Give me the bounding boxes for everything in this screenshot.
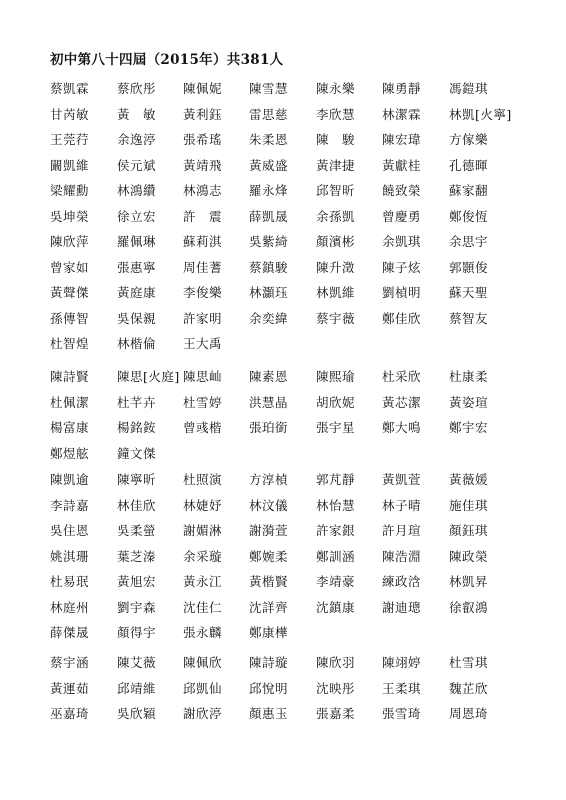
student-name: 吳欣穎 <box>117 706 157 721</box>
student-name: 林庭州 <box>50 599 90 615</box>
name-row <box>50 106 550 132</box>
student-name: 周佳蓍 <box>183 259 223 275</box>
student-name: 巫嘉琦 <box>50 706 90 721</box>
student-name: 許 震 <box>183 208 223 224</box>
student-name: 蘇天聖 <box>449 285 489 300</box>
student-name: 周恩琦 <box>449 706 489 721</box>
student-name: 陳政榮 <box>449 548 489 564</box>
student-name: 鄭宇宏 <box>449 420 489 435</box>
student-name: 蔡鎮駿 <box>249 259 289 275</box>
student-name: 蘇莉淇 <box>183 234 223 249</box>
student-name: 闞凱維 <box>50 157 90 173</box>
student-name: 黃旭宏 <box>117 574 157 589</box>
student-name: 郭芃靜 <box>316 472 356 487</box>
student-name: 張惠寧 <box>117 259 157 275</box>
student-name: 梁耀勳 <box>50 183 90 198</box>
student-name: 林子晴 <box>382 497 422 513</box>
student-name: 饒致榮 <box>382 183 422 198</box>
student-name: 杜易珉 <box>50 574 90 589</box>
student-name: 羅永烽 <box>249 183 289 198</box>
student-name: 沈鎮康 <box>316 599 356 615</box>
student-name: 郭顥俊 <box>449 259 489 275</box>
student-name: 許月瑄 <box>382 523 422 538</box>
student-name: 張希瑤 <box>183 132 223 147</box>
name-row <box>50 157 550 183</box>
student-name: 沈映彤 <box>316 680 356 696</box>
student-name: 張嘉柔 <box>316 706 356 721</box>
name-row <box>50 80 550 106</box>
student-name: 謝欣渟 <box>183 706 223 721</box>
name-row <box>50 419 550 445</box>
student-name: 杜雪琪 <box>449 655 489 670</box>
name-row <box>50 573 550 599</box>
student-name: 陳佩妮 <box>183 81 223 96</box>
student-name: 余凱琪 <box>382 234 422 249</box>
student-name: 余采璇 <box>183 548 223 564</box>
student-name: 吳保親 <box>117 310 157 326</box>
student-name: 黃永江 <box>183 574 223 589</box>
student-name: 邱悅明 <box>249 680 289 696</box>
student-name: 杜雪婷 <box>183 394 223 410</box>
student-name: 林鴻纘 <box>117 183 157 198</box>
student-name: 朱柔恩 <box>249 132 289 147</box>
name-row <box>50 335 550 361</box>
student-name: 徐立宏 <box>117 208 157 224</box>
student-name: 吳紫綺 <box>249 234 289 249</box>
name-row <box>50 310 550 336</box>
student-name: 蔡欣彤 <box>117 81 157 96</box>
student-name: 陳浩淵 <box>382 548 422 564</box>
student-name: 姚淇珊 <box>50 548 90 564</box>
student-name: 曾彧楷 <box>183 420 223 435</box>
student-name: 陳宏瑋 <box>382 132 422 147</box>
student-name: 杜康柔 <box>449 369 489 384</box>
student-name: 甘芮敏 <box>50 106 90 122</box>
student-name: 黃庭康 <box>117 285 157 300</box>
name-row <box>50 259 550 285</box>
student-name: 鄭婉柔 <box>249 548 289 564</box>
student-name: 陳升澂 <box>316 259 356 275</box>
name-group <box>50 654 550 731</box>
student-name: 林灝珏 <box>249 285 289 300</box>
student-name: 陳翊婷 <box>382 655 422 670</box>
student-name: 林汶儀 <box>249 497 289 513</box>
student-name: 楊富康 <box>50 420 90 435</box>
student-name: 練政浛 <box>382 574 422 589</box>
student-name: 黃薇媛 <box>449 472 489 487</box>
student-name: 林楷倫 <box>117 336 157 351</box>
student-name: 謝漪萱 <box>249 523 289 538</box>
student-name: 林佳欣 <box>117 497 157 513</box>
student-name: 余思宇 <box>449 234 489 249</box>
student-name: 方淳楨 <box>249 472 289 487</box>
name-row <box>50 445 550 471</box>
student-name: 蔡宇薇 <box>316 310 356 326</box>
student-name: 顏濱彬 <box>316 234 356 249</box>
student-name: 鄭訓涵 <box>316 548 356 564</box>
student-name: 陳凱逾 <box>50 472 90 487</box>
student-name: 邱凱仙 <box>183 680 223 696</box>
student-name: 許家明 <box>183 310 223 326</box>
student-name: 林婕妤 <box>183 497 223 513</box>
student-name: 黃聲傑 <box>50 285 90 300</box>
student-name: 王大禹 <box>183 336 223 351</box>
name-row <box>50 182 550 208</box>
student-name: 鄭佳欣 <box>382 310 422 326</box>
student-name: 鄭煜舷 <box>50 445 90 461</box>
student-name: 杜智煌 <box>50 336 90 351</box>
student-name: 馮鎧琪 <box>449 81 489 96</box>
student-name: 曾慶勇 <box>382 208 422 224</box>
student-name: 蔡凱霖 <box>50 81 90 96</box>
student-name: 黃靖飛 <box>183 157 223 173</box>
student-name: 黃威盛 <box>249 157 289 173</box>
student-name: 林凱[火寧] <box>449 106 512 122</box>
student-name: 邱靖維 <box>117 680 157 696</box>
student-name: 陳寧昕 <box>117 472 157 487</box>
student-name: 陳雪慧 <box>249 81 289 96</box>
student-name: 孫傳智 <box>50 310 90 326</box>
student-name: 徐叡鴻 <box>449 599 489 615</box>
student-name: 劉宇森 <box>117 599 157 615</box>
student-name: 李俊樂 <box>183 285 223 300</box>
student-name: 杜佩潔 <box>50 394 90 410</box>
student-name: 陳子炫 <box>382 259 422 275</box>
student-name: 林潔霖 <box>382 106 422 122</box>
student-name: 吳柔螢 <box>117 523 157 538</box>
student-name: 鄭俊恆 <box>449 208 489 224</box>
student-name: 楊銘銨 <box>117 420 157 435</box>
student-name: 陳熙瑜 <box>316 369 356 384</box>
student-name: 林怡慧 <box>316 497 356 513</box>
student-name: 黃楷賢 <box>249 574 289 589</box>
student-name: 陳永樂 <box>316 81 356 96</box>
student-name: 林凱昇 <box>449 574 489 589</box>
student-name: 謝迪璁 <box>382 599 422 615</box>
name-row <box>50 284 550 310</box>
student-name: 杜芊卉 <box>117 394 157 410</box>
student-name: 黃 敏 <box>117 106 157 122</box>
student-name: 鄭大鳴 <box>382 420 422 435</box>
student-name: 李靖豪 <box>316 574 356 589</box>
student-name: 蘇家翻 <box>449 183 489 198</box>
student-name: 黃利鈺 <box>183 106 223 122</box>
student-name: 張永麟 <box>183 625 223 640</box>
name-row <box>50 131 550 157</box>
student-name: 李欣慧 <box>316 106 356 122</box>
name-group <box>50 80 550 361</box>
student-name: 胡欣妮 <box>316 394 356 410</box>
student-name: 顏惠玉 <box>249 706 289 721</box>
name-row <box>50 497 550 523</box>
student-name: 王莞荇 <box>50 132 90 147</box>
student-name: 黃獻桂 <box>382 157 422 173</box>
student-name: 杜采欣 <box>382 369 422 384</box>
student-name: 吳住恩 <box>50 523 90 538</box>
name-row <box>50 624 550 650</box>
name-row <box>50 654 550 680</box>
student-name: 陳欣羽 <box>316 655 356 670</box>
student-name: 洪慧晶 <box>249 394 289 410</box>
student-name: 黃姿瑄 <box>449 394 489 410</box>
student-name: 林凱維 <box>316 285 356 300</box>
student-name: 顏得宇 <box>117 625 157 640</box>
name-row <box>50 548 550 574</box>
student-name: 方傢樂 <box>449 132 489 147</box>
name-row <box>50 368 550 394</box>
student-name: 余逸渟 <box>117 132 157 147</box>
student-name: 陳艾薇 <box>117 655 157 670</box>
student-name: 鄭康樺 <box>249 625 289 640</box>
student-name: 吳坤榮 <box>50 208 90 224</box>
student-name: 顏鈺琪 <box>449 523 489 538</box>
student-name: 余孫凱 <box>316 208 356 224</box>
student-name: 陳思屾 <box>183 369 223 384</box>
name-row <box>50 394 550 420</box>
student-name: 蔡智友 <box>449 310 489 326</box>
student-name: 陳詩賢 <box>50 369 90 384</box>
student-name: 薛傑晟 <box>50 625 90 640</box>
student-name: 李詩嘉 <box>50 497 90 513</box>
student-name: 侯元斌 <box>117 157 157 173</box>
student-name: 魏芷欣 <box>449 680 489 696</box>
student-name: 黃運茹 <box>50 680 90 696</box>
student-name: 陳詩璇 <box>249 655 289 670</box>
name-row <box>50 471 550 497</box>
student-name: 雷思慈 <box>249 106 289 122</box>
student-name: 陳 駿 <box>316 132 356 147</box>
name-row <box>50 233 550 259</box>
name-row <box>50 680 550 706</box>
name-row <box>50 208 550 234</box>
name-row <box>50 599 550 625</box>
student-name: 林鴻志 <box>183 183 223 198</box>
student-name: 孔德暉 <box>449 157 489 173</box>
student-name: 余奕緯 <box>249 310 289 326</box>
student-name: 陳素恩 <box>249 369 289 384</box>
student-name: 張珀銜 <box>249 420 289 435</box>
student-name: 蔡宇涵 <box>50 655 90 670</box>
student-name: 杜照演 <box>183 472 223 487</box>
page-title: 初中第八十四屆（2015年）共381人 <box>50 52 284 68</box>
student-name: 王柔琪 <box>382 680 422 696</box>
student-name: 鐘文傑 <box>117 445 157 461</box>
student-name: 陳欣萍 <box>50 234 90 249</box>
name-row <box>50 705 550 731</box>
student-name: 黃芯潔 <box>382 394 422 410</box>
student-name: 沈佳仁 <box>183 599 223 615</box>
student-name: 張雪琦 <box>382 706 422 721</box>
student-name: 邱智昕 <box>316 183 356 198</box>
student-name: 黃凱萱 <box>382 472 422 487</box>
name-group <box>50 471 550 650</box>
name-row <box>50 522 550 548</box>
student-name: 葉芝溱 <box>117 548 157 564</box>
student-name: 劉楨明 <box>382 285 422 300</box>
student-name: 謝媚淋 <box>183 523 223 538</box>
student-name: 陳勇靜 <box>382 81 422 96</box>
student-name: 張宇星 <box>316 420 356 435</box>
student-name: 陳思[火庭] <box>117 369 180 384</box>
student-name: 羅佩琳 <box>117 234 157 249</box>
student-name: 施佳琪 <box>449 497 489 513</box>
student-name: 黃津捷 <box>316 157 356 173</box>
student-name: 曾家如 <box>50 259 90 275</box>
student-name: 沈詳齊 <box>249 599 289 615</box>
student-name: 薛凱晟 <box>249 208 289 224</box>
student-name: 許家銀 <box>316 523 356 538</box>
name-group <box>50 368 550 470</box>
student-name: 陳佩欣 <box>183 655 223 670</box>
